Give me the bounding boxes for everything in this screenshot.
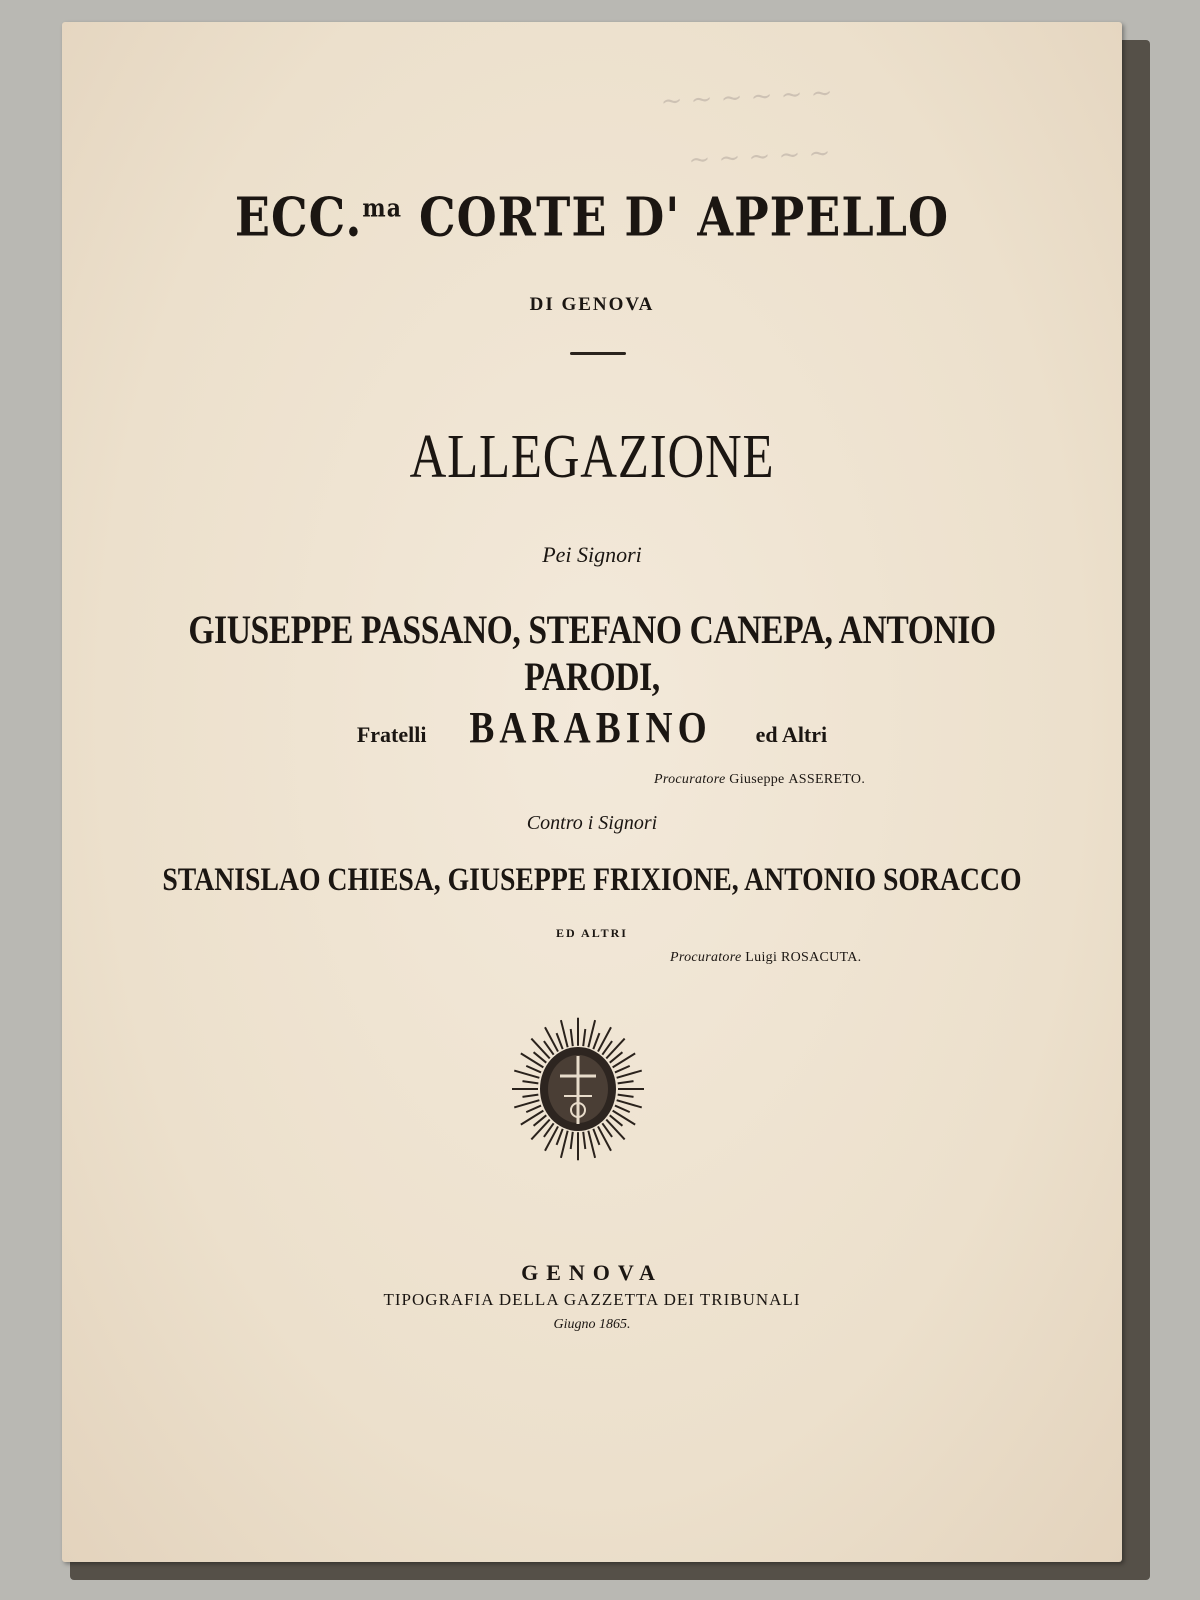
sunburst-ray [606,1120,624,1140]
family-name: BARABINO [469,703,713,752]
sunburst-ray [593,1033,599,1049]
sunburst-ray [588,1020,595,1047]
court-sup: ma [362,193,402,224]
sunburst-ray [583,1132,585,1149]
defendants-procurator [670,950,862,966]
sunburst-ray [598,1126,611,1150]
sunburst-ray [598,1027,611,1051]
sunburst-ray [613,1053,636,1067]
sunburst-ray [615,1106,630,1113]
defendants-and-others: ED ALTRI [556,926,628,940]
sunburst-ray [618,1081,634,1083]
sunburst-ray [526,1066,541,1073]
and-others-label: ed Altri [755,722,828,747]
defendants-names: STANISLAO CHIESA, GIUSEPPE FRIXIONE, ANTONIO SORACCO [162,862,1022,898]
sunburst-ray [557,1129,563,1145]
sunburst-ray [593,1129,599,1145]
defendants-intro: Contro i Signori [526,812,658,834]
sunburst-ray [514,1100,539,1107]
sunburst-ray [561,1020,568,1047]
sunburst-ray [526,1106,541,1113]
sunburst-ray [571,1132,573,1149]
sunburst-ray [617,1071,642,1078]
document-title: ALLEGAZIONE [409,423,775,491]
court-name: CORTE D' APPELLO [418,185,950,249]
sunburst-ray [615,1066,630,1073]
printer-mark-sunburst-icon [512,1014,644,1164]
document-page [62,22,1122,1562]
sunburst-ray [522,1081,538,1083]
sunburst-ray [522,1095,538,1097]
pencil-annotation: ~ ~ ~ ~ ~ ~ ~ ~ ~ ~ ~ [659,78,834,177]
sunburst-ray [588,1131,595,1158]
plaintiffs-intro: Pei Signori [542,542,642,567]
proc-last-name: ASSERETO. [788,772,866,787]
sunburst-ray [531,1039,549,1059]
proc-last-name: ROSACUTA. [780,950,862,965]
court-city: DI GENOVA [529,294,655,315]
imprint-city: GENOVA [521,1260,663,1285]
sunburst-ray [531,1120,549,1140]
court-prefix: ECC. [234,185,363,249]
sunburst-ray [557,1033,563,1049]
sunburst-ray [521,1111,544,1125]
sunburst-ray [514,1071,539,1078]
court-heading [62,186,1122,248]
sunburst-ray [606,1039,624,1059]
sunburst-ray [561,1131,568,1158]
plaintiffs-names: GIUSEPPE PASSANO, STEFANO CANEPA, ANTONIO PARODI, [188,607,996,699]
proc-first-name: Luigi [745,950,778,965]
sunburst-ray [571,1029,573,1046]
sunburst-ray [613,1111,636,1125]
sunburst-ray [545,1027,558,1051]
imprint-press: TIPOGRAFIA DELLA GAZZETTA DEI TRIBUNALI [383,1290,801,1309]
plaintiffs-family-line [62,702,1122,753]
plaintiffs-procurator [654,772,865,788]
sunburst-ray [583,1029,585,1046]
sunburst-ray [521,1053,544,1067]
sunburst-ray [618,1095,634,1097]
fratelli-label: Fratelli [356,722,427,747]
ornamental-rule [570,352,626,355]
proc-label: Procuratore [670,950,742,965]
sunburst-ray [545,1126,558,1150]
imprint-date: Giugno 1865. [553,1317,631,1332]
proc-first-name: Giuseppe [729,772,785,787]
proc-label: Procuratore [654,772,726,787]
sunburst-ray [617,1100,642,1107]
